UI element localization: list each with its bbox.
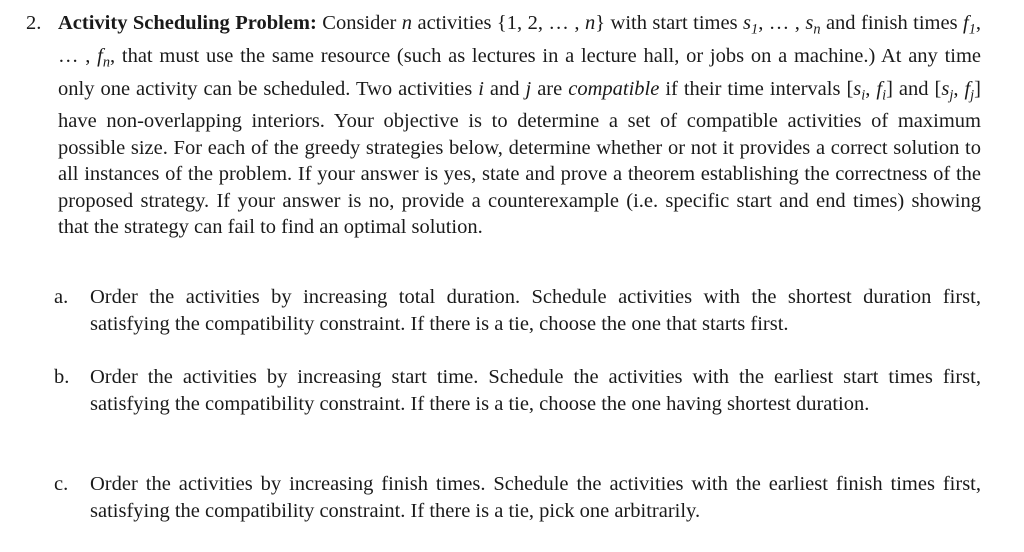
part-c-label: c.: [54, 473, 69, 495]
part-a-label: a.: [54, 286, 69, 308]
problem-statement: Activity Scheduling Problem: Consider n activities {1, 2, … , n} with start times $s_1$, … , $s_n$ and finish times $f_1$, … , $f_n$, that must use the same resource (such as lectures in a lecture hall, or jobs on a machine.) At any time only one activity can be scheduled. Two activities i and j are compatible if their time intervals [$s_i$, $f_i$] and [$s_j$, $f_j$] have non-overlapping interiors. Your objective is to determine a set of compatible activities of maximum possible size. For each of the greedy strategies below, determine whether or not it provides a correct solution to all instances of the problem. If your answer is yes, state and prove a theorem establishing the correctness of the proposed strategy. If your answer is no, provide a counterexample (i.e. specific start and end times) showing that the strategy can fail to find an optimal solution.: [58, 12, 982, 239]
part-b-text: Order the activities by increasing start time. Schedule the activities with the earliest start times first, satisfying the compatibility constraint. If there is a tie, choose the one having shortest duration.: [90, 366, 981, 415]
part-a-text: Order the activities by increasing total duration. Schedule activities with the shortest duration first, satisfying the compatibility constraint. If there is a tie, choose the one that starts first.: [90, 286, 981, 335]
part-b-label: b.: [54, 366, 70, 388]
compatible-term: compatible: [568, 77, 660, 100]
problem-title: Activity Scheduling Problem:: [58, 12, 317, 34]
problem-number: 2.: [26, 12, 42, 34]
part-c-text: Order the activities by increasing finish times. Schedule the activities with the earliest finish times first, satisfying the compatibility constraint. If there is a tie, pick one arbitrarily.: [90, 473, 981, 522]
